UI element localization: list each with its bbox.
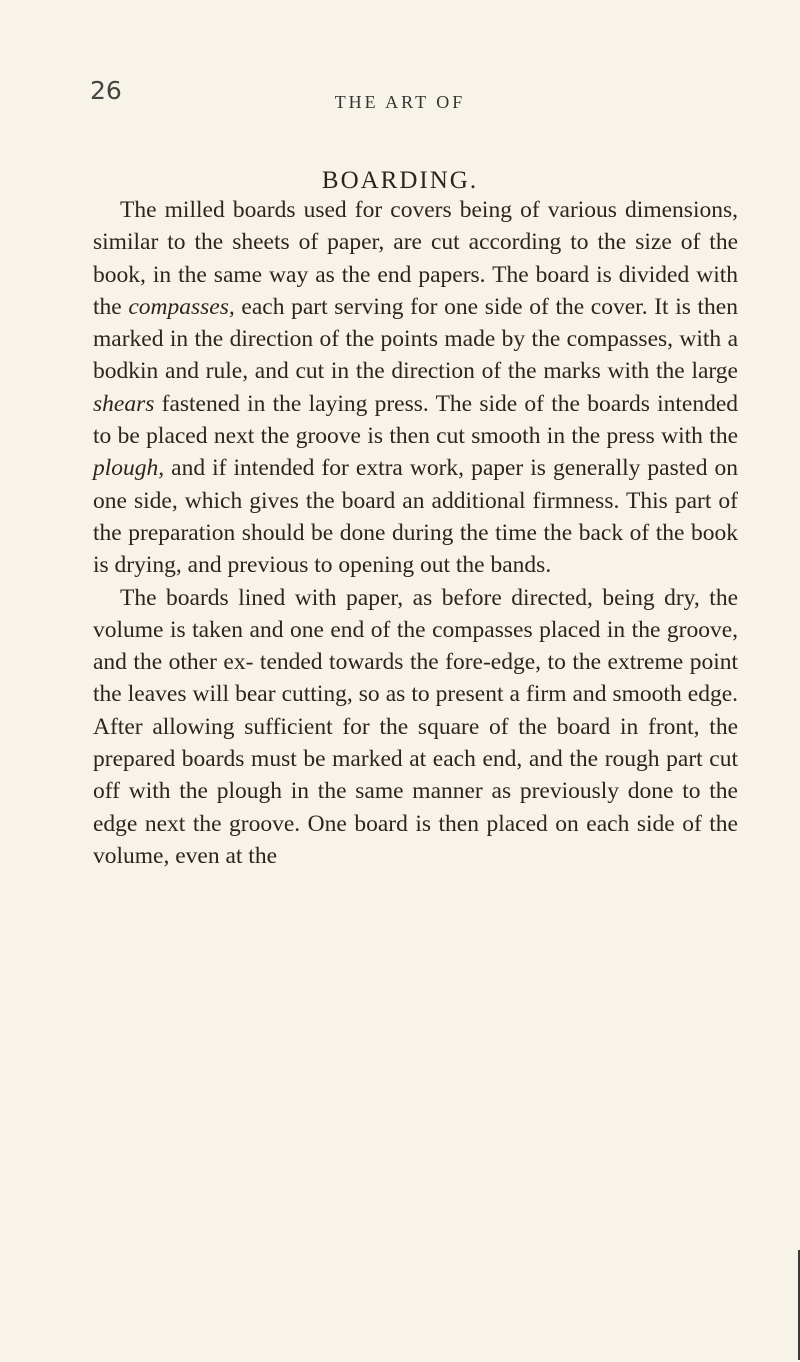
text-run: each part serving for one side of the cover. It is then marked in the direction of the points made by the compasses, with a bodkin and rule, and cut in the direction of the marks with the large bbox=[93, 293, 738, 385]
italic-term: shears bbox=[93, 390, 155, 417]
text-run: and if intended for extra work, paper is generally pasted on one side, which gives the board an additional firmness. This part of the preparation should be done during the time the back of the book is drying, and previous to opening out the bands. bbox=[93, 455, 738, 579]
text-run: fastened in the laying press. The side of the boards intended to be placed next the groove is then cut smooth in the press with the bbox=[93, 390, 738, 450]
italic-term: compasses, bbox=[128, 293, 235, 320]
paragraph bbox=[93, 194, 738, 582]
body-text bbox=[93, 194, 738, 872]
section-title: BOARDING. bbox=[321, 167, 479, 194]
paragraph bbox=[93, 582, 738, 873]
running-head: THE ART OF bbox=[334, 92, 466, 112]
page-number: 26 bbox=[90, 76, 122, 105]
text-run: The boards lined with paper, as before directed, being dry, the volume is taken and one end of the compasses placed in the groove, and the other ex- tended towards the fore-edge, to the extreme point the leaves will bear cutting, so as to present a firm and smooth edge. After allowing sufficient for the square of the board in front, the prepared boards must be marked at each end, and the rough part cut off with the plough in the same manner as previously done to the edge next the groove. One board is then placed on each side of the volume, even at the bbox=[93, 584, 738, 869]
text-run: The milled boards used for covers being of various dimensions, similar to the sheets of paper, are cut according to the size of the book, in the same way as the end papers. The board is divided with the bbox=[93, 197, 738, 320]
italic-term: plough, bbox=[93, 455, 165, 482]
